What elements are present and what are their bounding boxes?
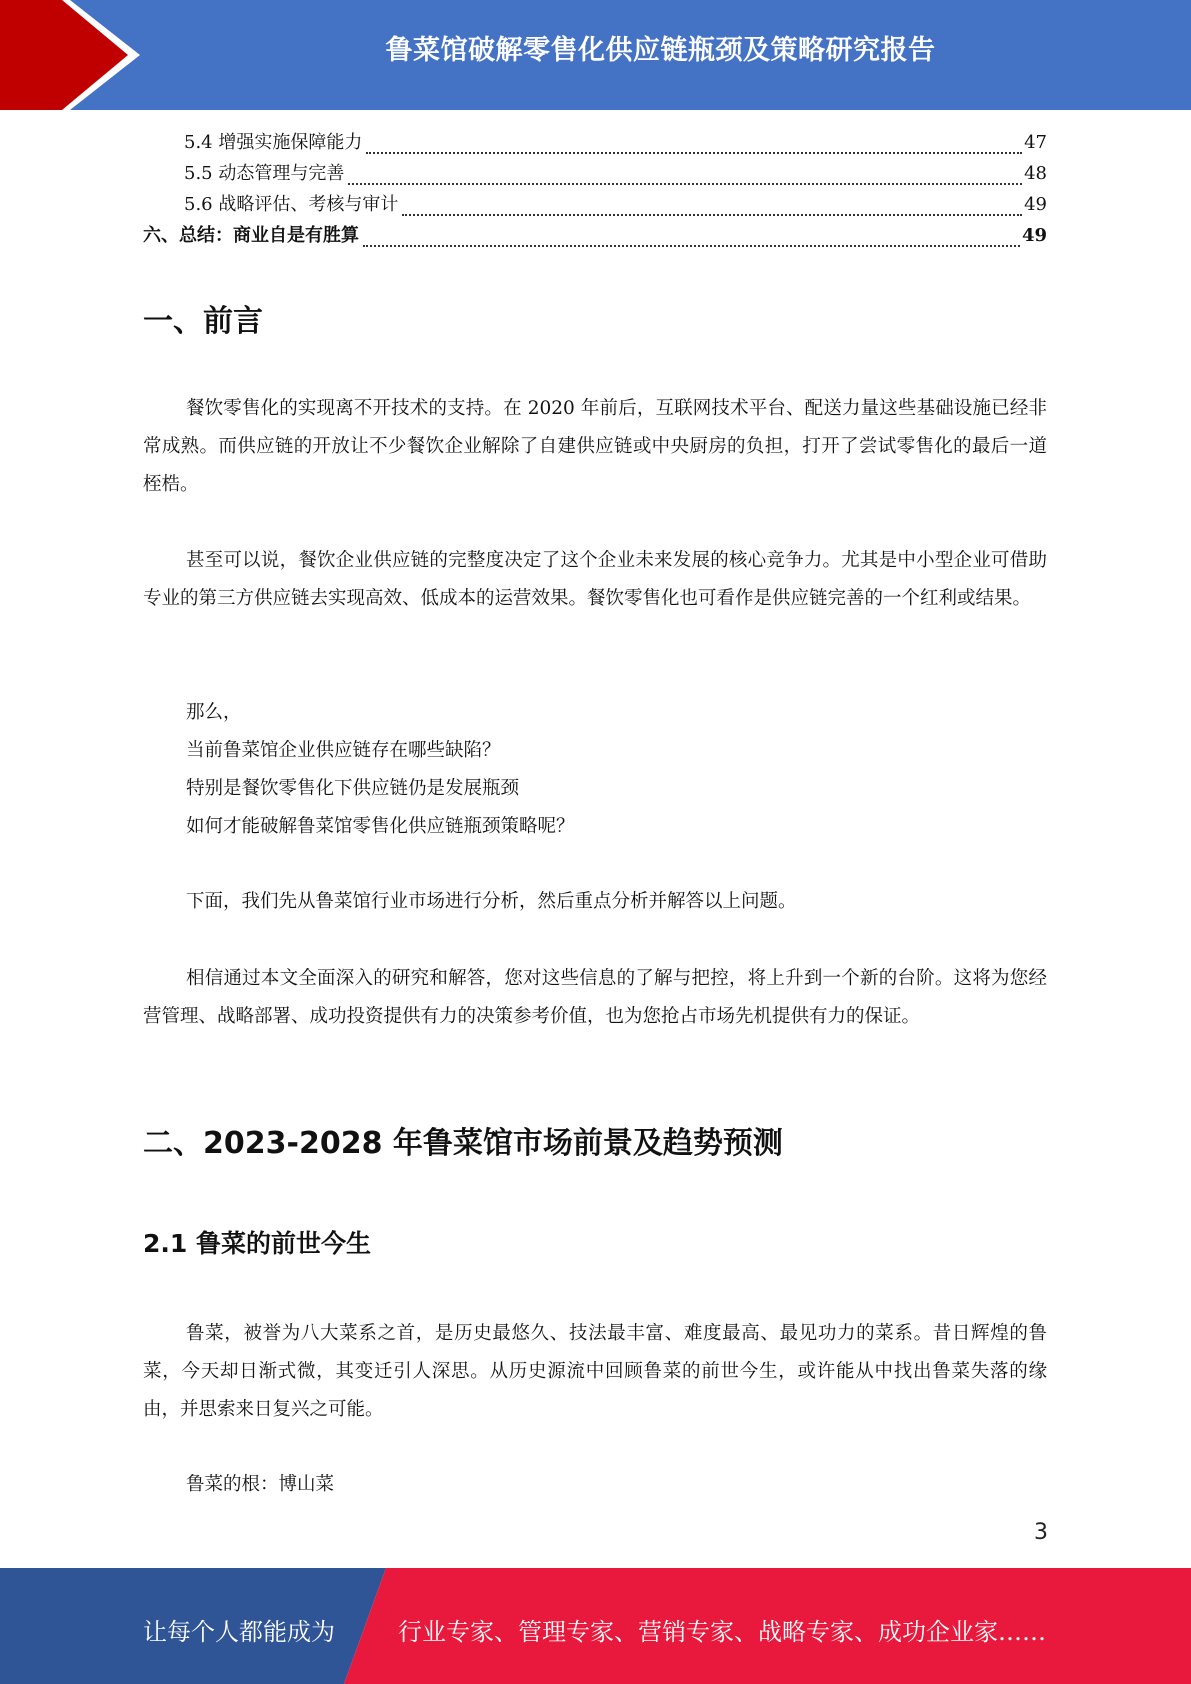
page-footer bbox=[0, 1568, 1191, 1684]
chevron-arrow-icon bbox=[0, 0, 160, 110]
toc-leader-dots bbox=[348, 182, 1022, 185]
toc-entry-label: 5.5 动态管理与完善 bbox=[184, 163, 345, 184]
section-heading: 二、2023-2028 年鲁菜馆市场前景及趋势预测 bbox=[143, 1126, 783, 1161]
footer-slogan-left: 让每个人都能成为 bbox=[143, 1618, 335, 1646]
page-header bbox=[0, 0, 1191, 110]
text-line: 那么， bbox=[186, 702, 242, 723]
text-line: 当前鲁菜馆企业供应链存在哪些缺陷？ bbox=[186, 740, 501, 761]
page-number: 3 bbox=[1034, 1520, 1048, 1545]
toc-entry[interactable] bbox=[143, 128, 1047, 159]
toc-entry[interactable] bbox=[143, 159, 1047, 190]
toc-entry[interactable] bbox=[143, 221, 1047, 252]
toc-entry[interactable] bbox=[143, 190, 1047, 221]
paragraph: 鲁菜，被誉为八大菜系之首，是历史最悠久、技法最丰富、难度最高、最见功力的菜系。昔日辉煌的鲁菜，今天却日渐式微，其变迁引人深思。从历史源流中回顾鲁菜的前世今生，或许能从中找出鲁菜失落的缘由，并思索来日复兴之可能。 bbox=[143, 1323, 1047, 1420]
paragraph: 甚至可以说，餐饮企业供应链的完整度决定了这个企业未来发展的核心竞争力。尤其是中小型企业可借助专业的第三方供应链去实现高效、低成本的运营效果。餐饮零售化也可看作是供应链完善的一个红利或结果。 bbox=[143, 550, 1047, 609]
text-line: 下面，我们先从鲁菜馆行业市场进行分析，然后重点分析并解答以上问题。 bbox=[186, 891, 797, 912]
paragraph: 相信通过本文全面深入的研究和解答，您对这些信息的了解与把控，将上升到一个新的台阶。这将为您经营管理、战略部署、成功投资提供有力的决策参考价值，也为您抢占市场先机提供有力的保证。 bbox=[143, 968, 1047, 1027]
text-line: 鲁菜的根：博山菜 bbox=[186, 1474, 335, 1495]
table-of-contents bbox=[143, 128, 1047, 252]
toc-leader-dots bbox=[363, 244, 1020, 247]
toc-leader-dots bbox=[402, 213, 1022, 216]
report-title: 鲁菜馆破解零售化供应链瓶颈及策略研究报告 bbox=[385, 35, 936, 66]
toc-entry-label: 5.6 战略评估、考核与审计 bbox=[184, 194, 399, 215]
toc-entry-page: 49 bbox=[1021, 225, 1047, 246]
toc-entry-page: 47 bbox=[1024, 132, 1047, 153]
paragraph: 餐饮零售化的实现离不开技术的支持。在 2020 年前后，互联网技术平台、配送力量这些基础设施已经非常成熟。而供应链的开放让不少餐饮企业解除了自建供应链或中央厨房的负担，打开了尝试零售化的最后一道桎梏。 bbox=[143, 398, 1047, 495]
text-line: 如何才能破解鲁菜馆零售化供应链瓶颈策略呢？ bbox=[186, 816, 575, 837]
footer-slogan-right: 行业专家、管理专家、营销专家、战略专家、成功企业家…… bbox=[398, 1618, 1046, 1646]
text-line: 特别是餐饮零售化下供应链仍是发展瓶颈 bbox=[186, 778, 520, 799]
toc-leader-dots bbox=[366, 151, 1022, 154]
section-heading: 一、前言 bbox=[143, 304, 263, 339]
toc-entry-label: 六、总结：商业自是有胜算 bbox=[143, 225, 359, 246]
subsection-heading: 2.1 鲁菜的前世今生 bbox=[143, 1229, 371, 1258]
toc-entry-page: 49 bbox=[1024, 194, 1047, 215]
toc-entry-label: 5.4 增强实施保障能力 bbox=[184, 132, 363, 153]
toc-entry-page: 48 bbox=[1024, 163, 1047, 184]
